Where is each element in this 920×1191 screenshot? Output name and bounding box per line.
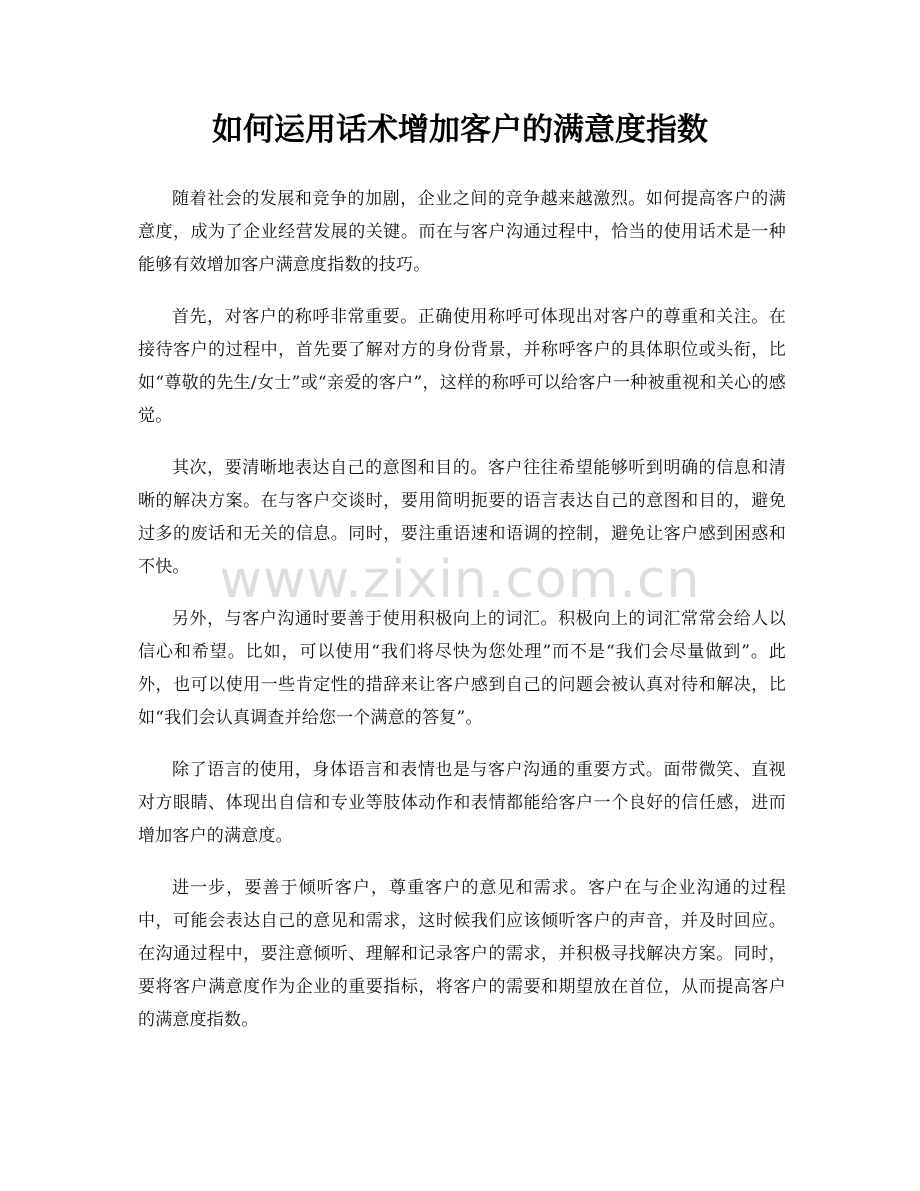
- paragraph-3: 其次，要清晰地表达自己的意图和目的。客户往往希望能够听到明确的信息和清晰的解决方案。在与客户交谈时，要用简明扼要的语言表达自己的意图和目的，避免过多的废话和无关的信息。同时，要注重语速和语调的控制，避免让客户感到困惑和不快。: [138, 458, 786, 577]
- document-title: 如何运用话术增加客户的满意度指数: [212, 112, 708, 148]
- paragraph-4: 另外，与客户沟通时要善于使用积极向上的词汇。积极向上的词汇常常会给人以信心和希望。比如，可以使用“我们将尽快为您处理”而不是“我们会尽量做到”。此外，也可以使用一些肯定性的措辞来让客户感到自己的问题会被认真对待和解决，比如“我们会认真调查并给您一个满意的答复”。: [138, 609, 786, 728]
- document-body: [138, 183, 786, 1056]
- paragraph-6: 进一步，要善于倾听客户，尊重客户的意见和需求。客户在与企业沟通的过程中，可能会表达自己的意见和需求，这时候我们应该倾听客户的声音，并及时回应。在沟通过程中，要注意倾听、理解和记录客户的需求，并积极寻找解决方案。同时，要将客户满意度作为企业的重要指标，将客户的需要和期望放在首位，从而提高客户的满意度指数。: [138, 878, 786, 1030]
- paragraph-1: 随着社会的发展和竞争的加剧，企业之间的竞争越来越激烈。如何提高客户的满意度，成为了企业经营发展的关键。而在与客户沟通过程中，恰当的使用话术是一种能够有效增加客户满意度指数的技巧。: [138, 189, 786, 275]
- paragraph-5: 除了语言的使用，身体语言和表情也是与客户沟通的重要方式。面带微笑、直视对方眼睛、体现出自信和专业等肢体动作和表情都能给客户一个良好的信任感，进而增加客户的满意度。: [138, 760, 786, 846]
- watermark: www.zixin.com.cn: [219, 550, 701, 610]
- paragraph-2: 首先，对客户的称呼非常重要。正确使用称呼可体现出对客户的尊重和关注。在接待客户的过程中，首先要了解对方的身份背景，并称呼客户的具体职位或头衔，比如“尊敬的先生/女士”或“亲爱的客户”，这样的称呼可以给客户一种被重视和关心的感觉。: [138, 307, 786, 426]
